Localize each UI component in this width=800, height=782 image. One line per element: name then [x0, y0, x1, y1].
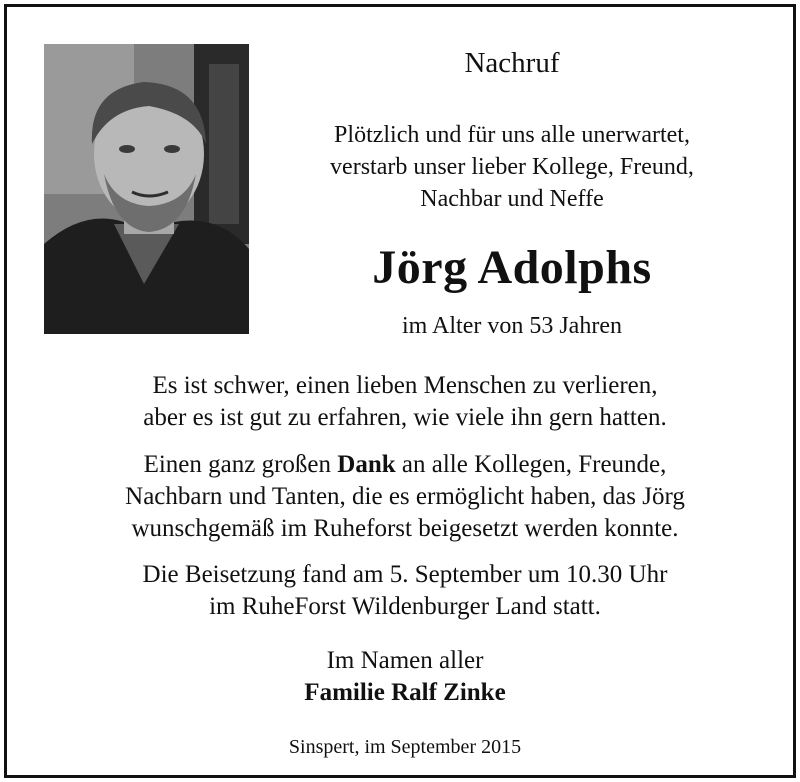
deceased-name: Jörg Adolphs	[372, 241, 652, 294]
thanks-text-before: Einen ganz großen	[143, 451, 338, 478]
paragraph-line: im RuheForst Wildenburger Land statt.	[209, 593, 601, 620]
paragraph-line: Nachbarn und Tanten, die es ermöglicht haben, das Jörg	[125, 483, 685, 510]
paragraph-line: wunschgemäß im Ruheforst beigesetzt werden konnte.	[131, 515, 679, 542]
place-date: Sinspert, im September 2015	[288, 736, 522, 758]
intro-line: Plötzlich und für uns alle unerwartet,	[334, 122, 690, 148]
signoff-line: Im Namen aller	[326, 647, 484, 674]
paragraph-condolence	[27, 370, 783, 434]
paragraph-line: aber es ist gut zu erfahren, wie viele ihn gern hatten.	[143, 404, 667, 431]
paragraph-funeral	[27, 559, 783, 623]
portrait-illustration	[44, 44, 249, 334]
notice-title: Nachruf	[464, 47, 560, 79]
paragraph-line: Es ist schwer, einen lieben Menschen zu verlieren,	[152, 372, 658, 399]
portrait-photo	[44, 44, 249, 334]
signoff	[27, 645, 783, 709]
thanks-text-after: an alle Kollegen, Freunde,	[395, 451, 667, 478]
intro-line: Nachbar und Neffe	[420, 186, 604, 212]
paragraph-line: Die Beisetzung fand am 5. September um 10.30 Uhr	[142, 561, 668, 588]
intro-line: verstarb unser lieber Kollege, Freund,	[330, 154, 694, 180]
intro-text	[277, 119, 747, 215]
thanks-bold-word: Dank	[337, 451, 396, 478]
paragraph-line	[27, 449, 783, 481]
paragraph-thanks	[27, 449, 783, 545]
signoff-family: Familie Ralf Zinke	[304, 679, 506, 706]
age-line: im Alter von 53 Jahren	[402, 313, 622, 339]
obituary-frame	[4, 4, 796, 778]
